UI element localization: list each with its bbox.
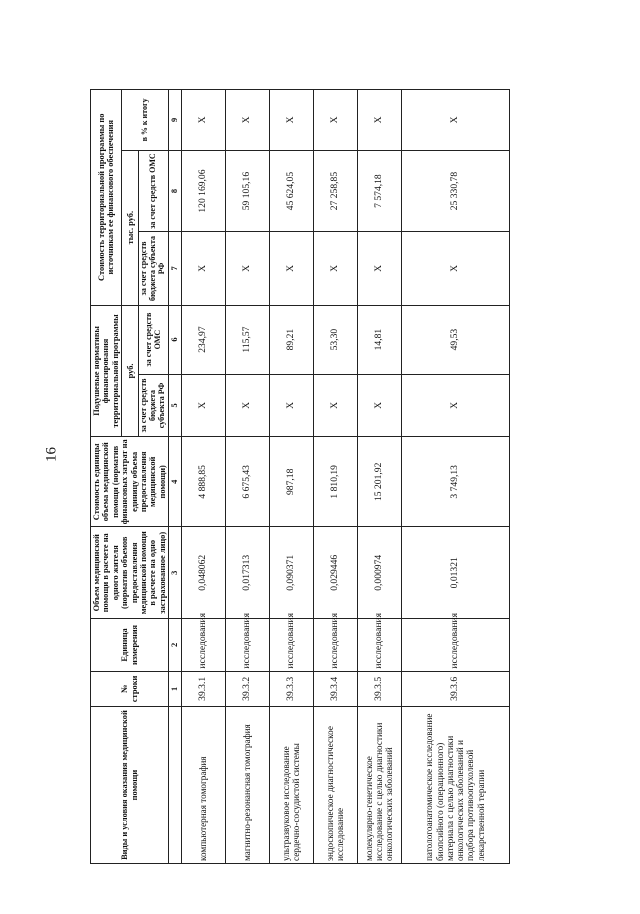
financing-table <box>90 89 510 864</box>
table-row <box>225 90 269 864</box>
row-line-number: 39.3.4 <box>313 671 357 707</box>
header-cost-group: Стоимость территориальной программы по источникам ее финансового обеспечения <box>91 90 122 306</box>
column-number: 4 <box>169 437 181 527</box>
row-oms-per-capita: 49,53 <box>401 305 509 374</box>
table-row <box>357 90 401 864</box>
row-percent: Х <box>357 90 401 151</box>
row-oms-per-capita: 14,81 <box>357 305 401 374</box>
column-number: 3 <box>169 527 181 619</box>
row-oms-per-capita: 53,30 <box>313 305 357 374</box>
rotated-table-container <box>90 89 620 864</box>
page-number: 16 <box>43 447 60 462</box>
column-number: 1 <box>169 671 181 707</box>
header-per-capita-group: Подушевые нормативы финансирования территориальной программы <box>91 305 122 437</box>
row-budget-total: Х <box>401 232 509 305</box>
row-volume: 0,090371 <box>269 527 313 619</box>
row-name: патологоанатомическое исследование биопсийного (операционного) материала с целью диагностики онкологических заболеваний и подбора противоопухолевой лекарственной терапии <box>401 707 509 864</box>
row-volume: 0,000974 <box>357 527 401 619</box>
row-unit-cost: 3 749,13 <box>401 437 509 527</box>
row-unit-cost: 15 201,92 <box>357 437 401 527</box>
row-name: молекулярно-генетическое исследование с целью диагностики онкологических заболеваний <box>357 707 401 864</box>
row-oms-per-capita: 115,57 <box>225 305 269 374</box>
row-percent: Х <box>269 90 313 151</box>
row-name: магнитно-резонансная томография <box>225 707 269 864</box>
row-percent: Х <box>313 90 357 151</box>
row-budget-per-capita: Х <box>357 374 401 437</box>
row-name: компьютерная томография <box>181 707 225 864</box>
row-unit: исследования <box>357 619 401 671</box>
header-rub: руб. <box>122 305 139 437</box>
row-oms-total: 7 574,18 <box>357 150 401 232</box>
row-oms-total: 27 258,85 <box>313 150 357 232</box>
table-row <box>181 90 225 864</box>
row-percent: Х <box>225 90 269 151</box>
row-line-number: 39.3.2 <box>225 671 269 707</box>
row-budget-total: Х <box>269 232 313 305</box>
table-row <box>269 90 313 864</box>
row-oms-total: 45 624,05 <box>269 150 313 232</box>
header-percent: в % к итогу <box>122 90 169 151</box>
row-line-number: 39.3.5 <box>357 671 401 707</box>
header-oms-per-capita: за счет средств ОМС <box>139 305 169 374</box>
row-unit-cost: 987,18 <box>269 437 313 527</box>
table-row <box>401 90 509 864</box>
row-line-number: 39.3.3 <box>269 671 313 707</box>
row-oms-per-capita: 234,97 <box>181 305 225 374</box>
row-budget-per-capita: Х <box>313 374 357 437</box>
header-types: Виды и условия оказания медицинской помощи <box>91 707 169 864</box>
row-budget-per-capita: Х <box>401 374 509 437</box>
header-line-number: № строки <box>91 671 169 707</box>
row-budget-total: Х <box>225 232 269 305</box>
row-unit: исследования <box>401 619 509 671</box>
row-name: эндоскопическое диагностическое исследование <box>313 707 357 864</box>
column-number: 6 <box>169 305 181 374</box>
header-volume: Объем медицинской помощи в расчете на одного жителя (норматив объемов предоставления медицинской помощи в расчете на одно застрахованное лицо) <box>91 527 169 619</box>
column-number: 7 <box>169 232 181 305</box>
row-unit: исследования <box>225 619 269 671</box>
column-number: 9 <box>169 90 181 151</box>
column-number: 5 <box>169 374 181 437</box>
row-budget-total: Х <box>181 232 225 305</box>
row-budget-total: Х <box>313 232 357 305</box>
header-unit-cost: Стоимость единицы объема медицинской помощи (норматив финансовых затрат на единицу объема предоставления медицинской помощи) <box>91 437 169 527</box>
row-unit: исследования <box>181 619 225 671</box>
table-row <box>313 90 357 864</box>
row-unit-cost: 1 810,19 <box>313 437 357 527</box>
row-percent: Х <box>401 90 509 151</box>
column-number: 8 <box>169 150 181 232</box>
row-budget-per-capita: Х <box>225 374 269 437</box>
row-unit-cost: 4 888,85 <box>181 437 225 527</box>
row-budget-total: Х <box>357 232 401 305</box>
row-volume: 0,01321 <box>401 527 509 619</box>
row-volume: 0,017313 <box>225 527 269 619</box>
row-oms-total: 120 169,06 <box>181 150 225 232</box>
row-name: ультразвуковое исследование сердечно-сосудистой системы <box>269 707 313 864</box>
row-oms-total: 25 330,78 <box>401 150 509 232</box>
column-number <box>169 707 181 864</box>
header-thousand-rub: тыс. руб. <box>122 150 139 305</box>
row-percent: Х <box>181 90 225 151</box>
row-volume: 0,048062 <box>181 527 225 619</box>
header-oms-total: за счет средств ОМС <box>139 150 169 232</box>
row-budget-per-capita: Х <box>269 374 313 437</box>
row-unit: исследования <box>269 619 313 671</box>
row-oms-total: 59 105,16 <box>225 150 269 232</box>
row-line-number: 39.3.1 <box>181 671 225 707</box>
row-unit-cost: 6 675,43 <box>225 437 269 527</box>
row-budget-per-capita: Х <box>181 374 225 437</box>
row-unit: исследования <box>313 619 357 671</box>
header-unit: Единица измерения <box>91 619 169 671</box>
header-budget-total: за счет средств бюджета субъекта РФ <box>139 232 169 305</box>
row-volume: 0,029446 <box>313 527 357 619</box>
row-oms-per-capita: 89,21 <box>269 305 313 374</box>
header-budget-per-capita: за счет средств бюджета субъекта РФ <box>139 374 169 437</box>
row-line-number: 39.3.6 <box>401 671 509 707</box>
column-number: 2 <box>169 619 181 671</box>
